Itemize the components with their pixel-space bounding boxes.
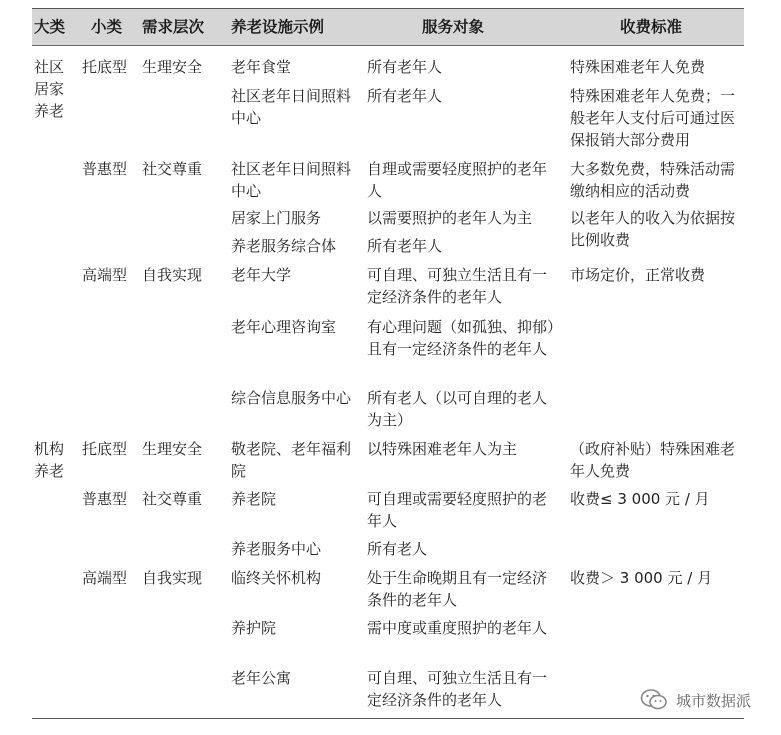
- service-target: 可自理、可独立生活且有一定经济条件的老年人: [367, 266, 548, 306]
- facility-example: 养老院: [231, 490, 277, 508]
- subcategory-inclusive: 普惠型: [82, 490, 128, 508]
- facility-example: 老年大学: [231, 266, 292, 284]
- category-institutional-care: 机构养老: [34, 440, 65, 480]
- service-target: 所有老年人: [367, 58, 443, 76]
- subcategory-inclusive: 普惠型: [82, 160, 128, 178]
- watermark-text: 城市数据派: [675, 691, 751, 710]
- header-facility-example: 养老设施示例: [231, 18, 325, 36]
- fee-standard: 特殊困难老年人免费: [570, 58, 706, 76]
- fee-standard: 大多数免费，特殊活动需缴纳相应的活动费: [570, 160, 736, 200]
- service-target: 需中度或重度照护的老年人: [367, 619, 548, 637]
- header-category: 大类: [34, 18, 66, 36]
- fee-standard: 收费≤ 3 000 元 / 月: [570, 490, 710, 508]
- demand-self-actualization: 自我实现: [142, 266, 203, 284]
- fee-standard: 收费＞ 3 000 元 / 月: [570, 569, 713, 587]
- demand-physiological-safety: 生理安全: [142, 440, 203, 458]
- facility-example: 社区老年日间照料中心: [231, 87, 352, 127]
- facility-example: 社区老年日间照料中心: [231, 160, 352, 200]
- subcategory-premium: 高端型: [82, 569, 128, 587]
- header-fee-standard: 收费标准: [620, 18, 683, 36]
- watermark: [640, 688, 751, 712]
- header-service-target: 服务对象: [422, 18, 485, 36]
- service-target: 自理或需要轻度照护的老年人: [367, 160, 548, 200]
- subcategory-basic: 托底型: [82, 440, 128, 458]
- service-target: 可自理、可独立生活且有一定经济条件的老年人: [367, 669, 548, 709]
- service-target: 所有老年人: [367, 237, 443, 255]
- facility-example: 综合信息服务中心: [231, 389, 352, 407]
- facility-example: 居家上门服务: [231, 209, 322, 227]
- facility-example: 养老服务综合体: [231, 237, 337, 255]
- wechat-icon: [640, 688, 668, 712]
- header-demand-level: 需求层次: [142, 18, 205, 36]
- demand-physiological-safety: 生理安全: [142, 58, 203, 76]
- facility-example: 养护院: [231, 619, 277, 637]
- fee-standard: 特殊困难老年人免费；一般老年人支付后可通过医保报销大部分费用: [570, 87, 736, 149]
- demand-social-esteem: 社交尊重: [142, 160, 203, 178]
- service-target: 所有老人（以可自理的老人为主）: [367, 389, 548, 429]
- service-target: 有心理问题（如孤独、抑郁）且有一定经济条件的老年人: [367, 318, 555, 358]
- service-target: 以需要照护的老年人为主: [367, 209, 533, 227]
- fee-standard: 市场定价，正常收费: [570, 266, 706, 284]
- facility-example: 老年心理咨询室: [231, 318, 337, 336]
- facility-example: 老年食堂: [231, 58, 292, 76]
- category-community-home-care: 社区居家养老: [34, 58, 65, 120]
- header-subcategory: 小类: [91, 18, 123, 36]
- demand-self-actualization: 自我实现: [142, 569, 203, 587]
- service-target: 所有老人: [367, 540, 428, 558]
- service-target: 所有老年人: [367, 87, 443, 105]
- service-target: 以特殊困难老年人为主: [367, 440, 518, 458]
- service-target: 处于生命晚期且有一定经济条件的老年人: [367, 569, 548, 609]
- facility-example: 临终关怀机构: [231, 569, 322, 587]
- facility-example: 敬老院、老年福利院: [231, 440, 352, 480]
- fee-standard: 以老年人的收入为依据按比例收费: [570, 209, 736, 249]
- fee-standard: （政府补贴）特殊困难老年人免费: [570, 440, 736, 480]
- facility-example: 养老服务中心: [231, 540, 322, 558]
- service-target: 可自理或需要轻度照护的老年人: [367, 490, 548, 530]
- table-bottom-rule: [32, 718, 744, 719]
- facility-example: 老年公寓: [231, 669, 292, 687]
- demand-social-esteem: 社交尊重: [142, 490, 203, 508]
- subcategory-basic: 托底型: [82, 58, 128, 76]
- subcategory-premium: 高端型: [82, 266, 128, 284]
